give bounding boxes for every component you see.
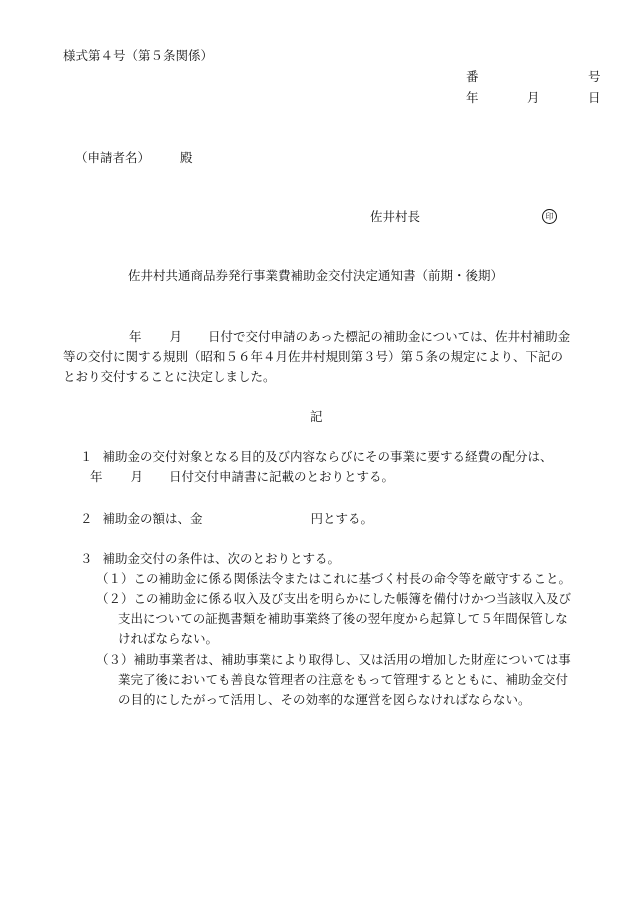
item-2-suffix: 円とする。: [310, 511, 374, 526]
intro-line-3: とおり交付することに決定しました。: [63, 369, 276, 384]
honorific-dono: 殿: [180, 150, 193, 165]
subitem-2-number: （２）: [96, 591, 134, 606]
intro-line-2: 等の交付に関する規則（昭和５６年４月佐井村規則第３号）第５条の規定により、下記の: [63, 349, 564, 364]
item-2: [80, 509, 373, 529]
village-head: 佐井村長: [370, 209, 421, 224]
item-1-year: 年: [90, 469, 103, 484]
subitem-1: [96, 569, 571, 589]
item-3-text: 補助金交付の条件は、次のとおりとする。: [102, 551, 341, 566]
subitem-3-line-2: 業完了後においても善良な管理者の注意をもって管理するとともに、補助金交付: [118, 672, 569, 687]
document-title: 佐井村共通商品券発行事業費補助金交付決定通知書（前期・後期）: [128, 268, 504, 283]
subitem-3: [96, 650, 571, 710]
item-1: [80, 447, 553, 487]
applicant-name-label: （申請者名）: [75, 150, 151, 165]
item-2-text: 補助金の額は、金: [102, 511, 203, 526]
item-1-number: １: [80, 449, 93, 464]
subitem-2-line-1: この補助金に係る収入及び支出を明らかにした帳簿を備付けかつ当該収入及び: [133, 591, 572, 606]
subitem-3-number: （３）: [96, 652, 134, 667]
subitem-1-text: この補助金に係る関係法令またはこれに基づく村長の命令等を厳守すること。: [133, 571, 572, 586]
ki-marker: 記: [310, 409, 323, 424]
subitem-2-line-2: 支出についての証拠書類を補助事業終了後の翌年度から起算して５年間保管しな: [118, 611, 568, 626]
date-day-label: 日: [588, 90, 601, 105]
item-1-text: 補助金の交付対象となる目的及び内容ならびにその事業に要する経費の配分は、: [102, 449, 553, 464]
subitem-3-line-1: 補助事業者は、補助事業により取得し、又は活用の増加した財産については事: [133, 652, 571, 667]
intro-line-1: [63, 327, 603, 347]
intro-year: 年: [129, 329, 142, 344]
date-year-label: 年: [466, 90, 479, 105]
form-number: 様式第４号（第５条関係）: [63, 48, 214, 63]
subitem-2: [96, 589, 571, 649]
number-suffix: 号: [588, 69, 601, 84]
intro-text-1: 日付で交付申請のあった標記の補助金については、佐井村補助金: [208, 329, 571, 344]
item-1-text-2: 日付交付申請書に記載のとおりとする。: [169, 469, 395, 484]
subitem-3-line-3: の目的にしたがって活用し、その効率的な運営を図らなければならない。: [118, 692, 531, 707]
number-label: 番: [466, 69, 479, 84]
item-3-number: ３: [80, 551, 93, 566]
item-1-month: 月: [130, 469, 144, 484]
item-2-number: ２: [80, 511, 93, 526]
seal-mark: 印: [542, 209, 557, 224]
date-month-label: 月: [527, 90, 540, 105]
intro-paragraph: [63, 327, 603, 387]
item-3: [80, 549, 340, 569]
subitem-1-number: （１）: [96, 571, 134, 586]
subitem-2-line-3: ければならない。: [118, 631, 219, 646]
intro-month: 月: [169, 329, 183, 344]
